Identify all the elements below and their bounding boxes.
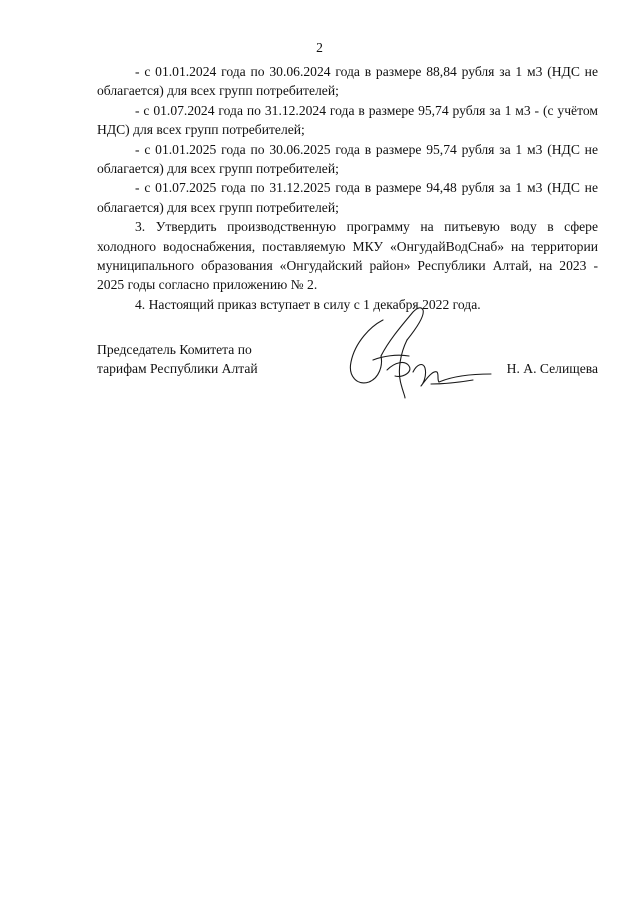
handwritten-signature-icon bbox=[343, 300, 493, 410]
signatory-title-line2: тарифам Республики Алтай bbox=[97, 361, 258, 377]
clause-4-effective-date: 4. Настоящий приказ вступает в силу с 1 декабря 2022 года. bbox=[135, 296, 481, 312]
document-body bbox=[97, 62, 598, 314]
clause-3-production-program: 3. Утвердить производственную программу на питьевую воду в сфере холодного водоснабжения, поставляемую МКУ «ОнгудайВодСнаб» на территории муниципального образования «Онгудайский район» Республики Алтай, на 2023 - 2025 годы согласно приложению № 2. bbox=[97, 219, 598, 293]
signature-block bbox=[97, 340, 598, 410]
tariff-item-2025-h1: - с 01.01.2025 года по 30.06.2025 года в размере 95,74 рубля за 1 м3 (НДС не облагается) для всех групп потребителей; bbox=[97, 141, 598, 177]
page-number: 2 bbox=[316, 40, 323, 55]
signatory-name: Н. А. Селищева bbox=[506, 361, 598, 377]
tariff-item-2024-h1: - с 01.01.2024 года по 30.06.2024 года в размере 88,84 рубля за 1 м3 (НДС не облагается) для всех групп потребителей; bbox=[97, 64, 598, 99]
signatory-title bbox=[97, 340, 258, 379]
tariff-item-2024-h2: - с 01.07.2024 года по 31.12.2024 года в размере 95,74 рубля за 1 м3 - (с учётом НДС) для всех групп потребителей; bbox=[97, 102, 598, 138]
tariff-item-2025-h2: - с 01.07.2025 года по 31.12.2025 года в размере 94,48 рубля за 1 м3 (НДС не облагается) для всех групп потребителей; bbox=[97, 180, 598, 215]
signatory-title-line1: Председатель Комитета по bbox=[97, 342, 252, 357]
